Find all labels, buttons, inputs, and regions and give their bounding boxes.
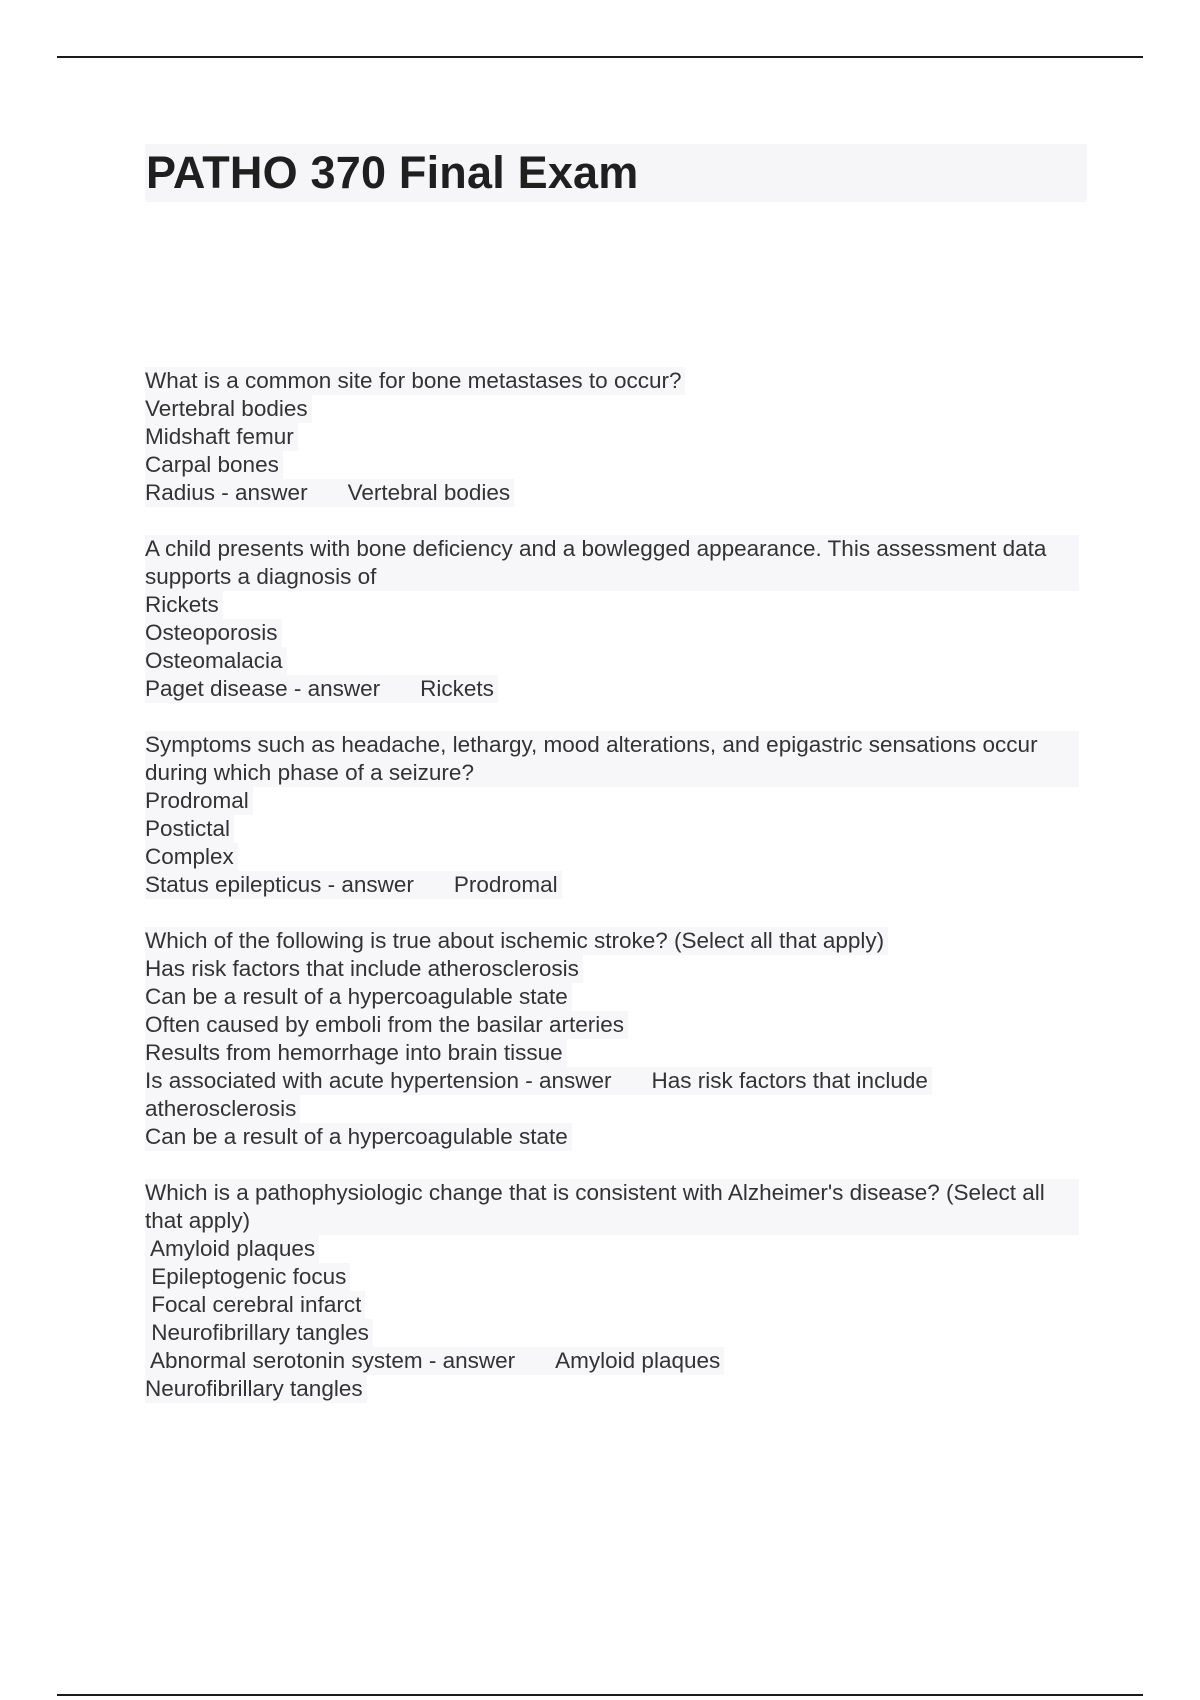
option: Status epilepticus - answer [145, 872, 414, 897]
option: Prodromal [145, 787, 253, 815]
question-text: Symptoms such as headache, lethargy, mood alterations, and epigastric sensations occur during which phase of a seizure? [145, 731, 1079, 787]
option: Vertebral bodies [145, 395, 312, 423]
option: Radius - answer [145, 480, 308, 505]
answer-line [145, 1067, 932, 1095]
answer-text: Rickets [420, 676, 494, 701]
page-title: PATHO 370 Final Exam [146, 147, 639, 198]
question-block [145, 535, 1095, 703]
option: Rickets [145, 591, 223, 619]
answer-line [145, 675, 498, 703]
question-text: Which of the following is true about ischemic stroke? (Select all that apply) [145, 927, 888, 955]
answer-text: Amyloid plaques [555, 1348, 721, 1373]
answer-line [145, 871, 562, 899]
question-text: Which is a pathophysiologic change that is consistent with Alzheimer's disease? (Select all that apply) [145, 1179, 1079, 1235]
question-text: A child presents with bone deficiency and a bowlegged appearance. This assessment data supports a diagnosis of [145, 535, 1079, 591]
answer-text: Has risk factors that include [651, 1068, 928, 1093]
option: Neurofibrillary tangles [145, 1319, 373, 1347]
option: Midshaft femur [145, 423, 298, 451]
option: Focal cerebral infarct [145, 1291, 365, 1319]
answer-text: Vertebral bodies [347, 480, 511, 505]
question-block [145, 927, 1095, 1151]
answer-line [145, 479, 514, 507]
option: Complex [145, 843, 238, 871]
answer-continued: Can be a result of a hypercoagulable state [145, 1123, 572, 1151]
option: Amyloid plaques [145, 1235, 319, 1263]
option: Has risk factors that include atherosclerosis [145, 955, 583, 983]
option: Osteoporosis [145, 619, 282, 647]
option: Osteomalacia [145, 647, 287, 675]
option: Epileptogenic focus [145, 1263, 350, 1291]
option: Abnormal serotonin system - answer [145, 1348, 516, 1373]
option: Paget disease - answer [145, 676, 381, 701]
option: Postictal [145, 815, 234, 843]
document-body [145, 367, 1095, 1431]
answer-line [145, 1347, 724, 1375]
question-block [145, 367, 1095, 507]
option: Results from hemorrhage into brain tissue [145, 1039, 567, 1067]
option: Often caused by emboli from the basilar arteries [145, 1011, 628, 1039]
answer-continued: atherosclerosis [145, 1095, 300, 1123]
option: Can be a result of a hypercoagulable state [145, 983, 572, 1011]
footer-rule [57, 1694, 1143, 1696]
question-block [145, 731, 1095, 899]
answer-continued: Neurofibrillary tangles [145, 1375, 367, 1403]
option: Is associated with acute hypertension - answer [145, 1068, 612, 1093]
answer-text: Prodromal [453, 872, 558, 897]
question-text: What is a common site for bone metastases to occur? [145, 367, 685, 395]
header-rule [57, 56, 1143, 58]
option: Carpal bones [145, 451, 283, 479]
question-block [145, 1179, 1095, 1403]
